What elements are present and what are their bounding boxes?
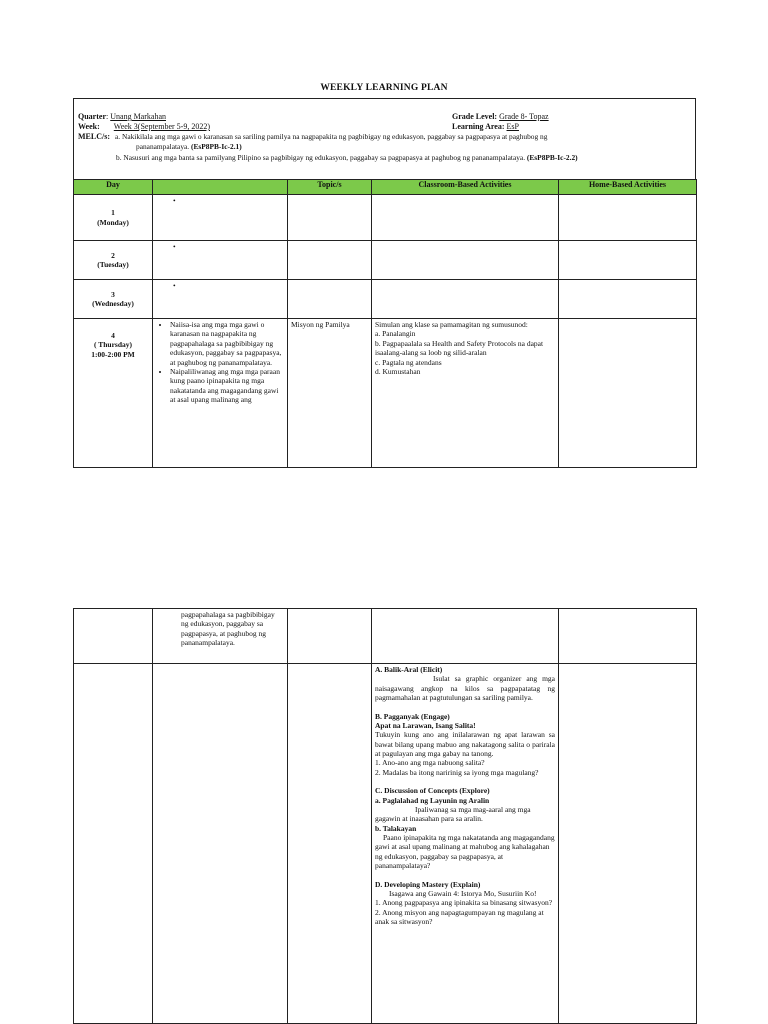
day-cell-thursday (74, 319, 153, 468)
classroom-cell (372, 195, 559, 241)
section-text: Isulat sa graphic organizer ang mga naisagawang angkop na kilos sa pagpapatatag ng pagmamahalan at pagtutulungan sa sariling pamilya. (375, 674, 555, 703)
section-title: B. Pagganyak (Engage) (375, 711, 450, 721)
header-objectives (153, 180, 288, 195)
guide-question: 1. Anong pagpapasya ang ipinakita sa binasang sitwasyon? (375, 898, 553, 908)
objectives-cell-continued (153, 609, 288, 664)
home-cell (559, 241, 697, 280)
objective-item-continued: pagpapahalaga sa pagbibibigay ng edukasyon, paggabay sa pagpapasya, at paghubog ng pananampalataya. (181, 610, 275, 648)
week-value: Week 3(September 5-9, 2022) (113, 122, 210, 131)
day-number: 3 (111, 289, 115, 299)
area-label: Learning Area: (452, 122, 505, 131)
week-label: Week: (78, 122, 100, 131)
day-name: (Wednesday) (92, 299, 134, 308)
activity-item: c. Pagtala ng atendans (375, 357, 442, 367)
activity-intro: Simulan ang klase sa pamamagitan ng sumusunod: (375, 320, 528, 329)
day-name: (Tuesday) (97, 260, 129, 269)
page-title: WEEKLY LEARNING PLAN (320, 83, 448, 93)
section-title: D. Developing Mastery (Explain) (375, 879, 481, 889)
day-name: (Monday) (97, 217, 129, 227)
day-cell (74, 664, 153, 1024)
plan-header (73, 98, 696, 180)
topic-cell (288, 664, 372, 1024)
classroom-cell (372, 319, 559, 468)
area-value: EsP (506, 122, 519, 131)
topic-cell (288, 609, 372, 664)
guide-question: 2. Anong misyon ang napagtagumpayan ng magulang at anak sa sitwasyon? (375, 907, 544, 926)
area-row (452, 122, 519, 131)
section-subtitle: a. Paglalahad ng Layunin ng Aralin (375, 795, 490, 805)
day-cell-monday (74, 195, 153, 241)
table-row (74, 280, 697, 319)
table-row (74, 664, 697, 1024)
home-cell (559, 664, 697, 1024)
home-cell (559, 195, 697, 241)
grade-row (452, 112, 549, 121)
home-cell (559, 609, 697, 664)
header-classroom-activities: Classroom-Based Activities (372, 180, 559, 195)
table-header-row (74, 180, 697, 195)
day-number: 1 (111, 208, 115, 218)
objective-item: • Naiisa-isa ang mga mga gawi o karanasan na nagpapakita ng pagpapahalaga sa pagbibibigay ng edukasyon, paggabay sa pagpapasya, at paghubog ng pananampalataya. (170, 320, 284, 367)
table-row (74, 195, 697, 241)
activity-item: d. Kumustahan (375, 366, 421, 376)
topic-cell (288, 241, 372, 280)
header-topics: Topic/s (288, 180, 372, 195)
table-row (74, 241, 697, 280)
day-cell-wednesday (74, 280, 153, 319)
day-time: 1:00-2:00 PM (91, 349, 135, 359)
objectives-cell (153, 664, 288, 1024)
melc-a-row (78, 132, 547, 141)
section-text: Tukuyin kung ano ang inilalarawan ng apat larawan sa bawat bilang upang mabuo ang nakatagong salita o parirala at pagulayan ang mga gabay na tanong. (375, 730, 555, 758)
objective-bullet: • (153, 195, 288, 241)
day-cell-tuesday (74, 241, 153, 280)
table-row (74, 319, 697, 468)
header-home-activities: Home-Based Activities (559, 180, 697, 195)
topic-cell: Misyon ng Pamilya (288, 319, 372, 468)
day-cell (74, 609, 153, 664)
plan-table-continued (73, 608, 697, 1024)
guide-question: 1. Ano-ano ang mga nabuong salita? (375, 758, 485, 768)
table-row (74, 609, 697, 664)
day-name: ( Thursday) (94, 340, 132, 350)
home-cell (559, 319, 697, 468)
classroom-cell (372, 280, 559, 319)
objectives-cell (153, 319, 288, 468)
week-row (78, 122, 210, 131)
grade-label: Grade Level: (452, 112, 498, 121)
quarter-value: Unang Markahan (110, 112, 166, 121)
section-title: A. Balik-Aral (Elicit) (375, 665, 443, 674)
classroom-cell (372, 609, 559, 664)
melc-b-text: b. Nasusuri ang mga banta sa pamilyang Pilipino sa pagbibigay ng edukasyon, paggabay sa pagpapasya at paghubog ng pananampalataya. (116, 153, 526, 162)
topic-cell (288, 195, 372, 241)
section-title: C. Discussion of Concepts (Explore) (375, 786, 490, 796)
grade-value: Grade 8- Topaz (499, 112, 549, 121)
plan-table (73, 179, 697, 468)
header-day: Day (74, 180, 153, 195)
melc-b-code: (EsP8PB-Ic-2.2) (526, 153, 578, 162)
melc-a-text-2: pananampalataya. (136, 142, 190, 151)
section-text: Paano ipinapakita ng mga nakatatanda ang magagandang gawi at asal upang malinang at mahubog ang kahalagahan ng edukasyon, paggabay sa pagpapasya, at pananampalataya? (375, 833, 555, 871)
quarter-label: Quarter (78, 112, 106, 121)
section-subtitle: b. Talakayan (375, 823, 417, 833)
classroom-cell (372, 241, 559, 280)
melc-a-code: (EsP8PB-Ic-2.1) (191, 142, 242, 151)
section-subtitle: Apat na Larawan, Isang Salita! (375, 720, 476, 730)
activity-item: a. Panalangin (375, 329, 416, 339)
melc-label: MELC/s: (78, 132, 110, 141)
quarter-row: Quarter: Unang Markahan (78, 112, 166, 121)
objective-item: • Naipaliliwanag ang mga mga paraan kung paano ipinapakita ng mga nakatatanda ang magagandang gawi at asal upang malinang ang (170, 367, 284, 405)
melc-b-row (116, 153, 578, 162)
melc-a-text: a. Nakikilala ang mga gawi o karanasan sa sariling pamilya na nagpapakita ng pagbibigay ng edukasyon, paggabay sa pagpapasya at paghubog ng (115, 132, 548, 141)
topic-cell (288, 280, 372, 319)
objective-bullet: • (153, 241, 288, 280)
home-cell (559, 280, 697, 319)
day-number: 4 (111, 331, 115, 340)
section-text: Isagawa ang Gawain 4: Istorya Mo, Susuriin Ko! (389, 888, 537, 898)
objective-bullet: • (153, 280, 288, 319)
melc-a-cont (136, 142, 242, 151)
activity-item: b. Pagpapaalala sa Health and Safety Protocols na dapat isaalang-alang sa loob ng silid-aralan (375, 338, 544, 358)
day-number: 2 (111, 250, 115, 260)
classroom-cell (372, 664, 559, 1024)
section-text: Ipaliwanag sa mga mag-aaral ang mga gagawin at inaasahan para sa aralin. (375, 804, 531, 824)
guide-question: 2. Madalas ba itong naririnig sa iyong mga magulang? (375, 767, 539, 777)
